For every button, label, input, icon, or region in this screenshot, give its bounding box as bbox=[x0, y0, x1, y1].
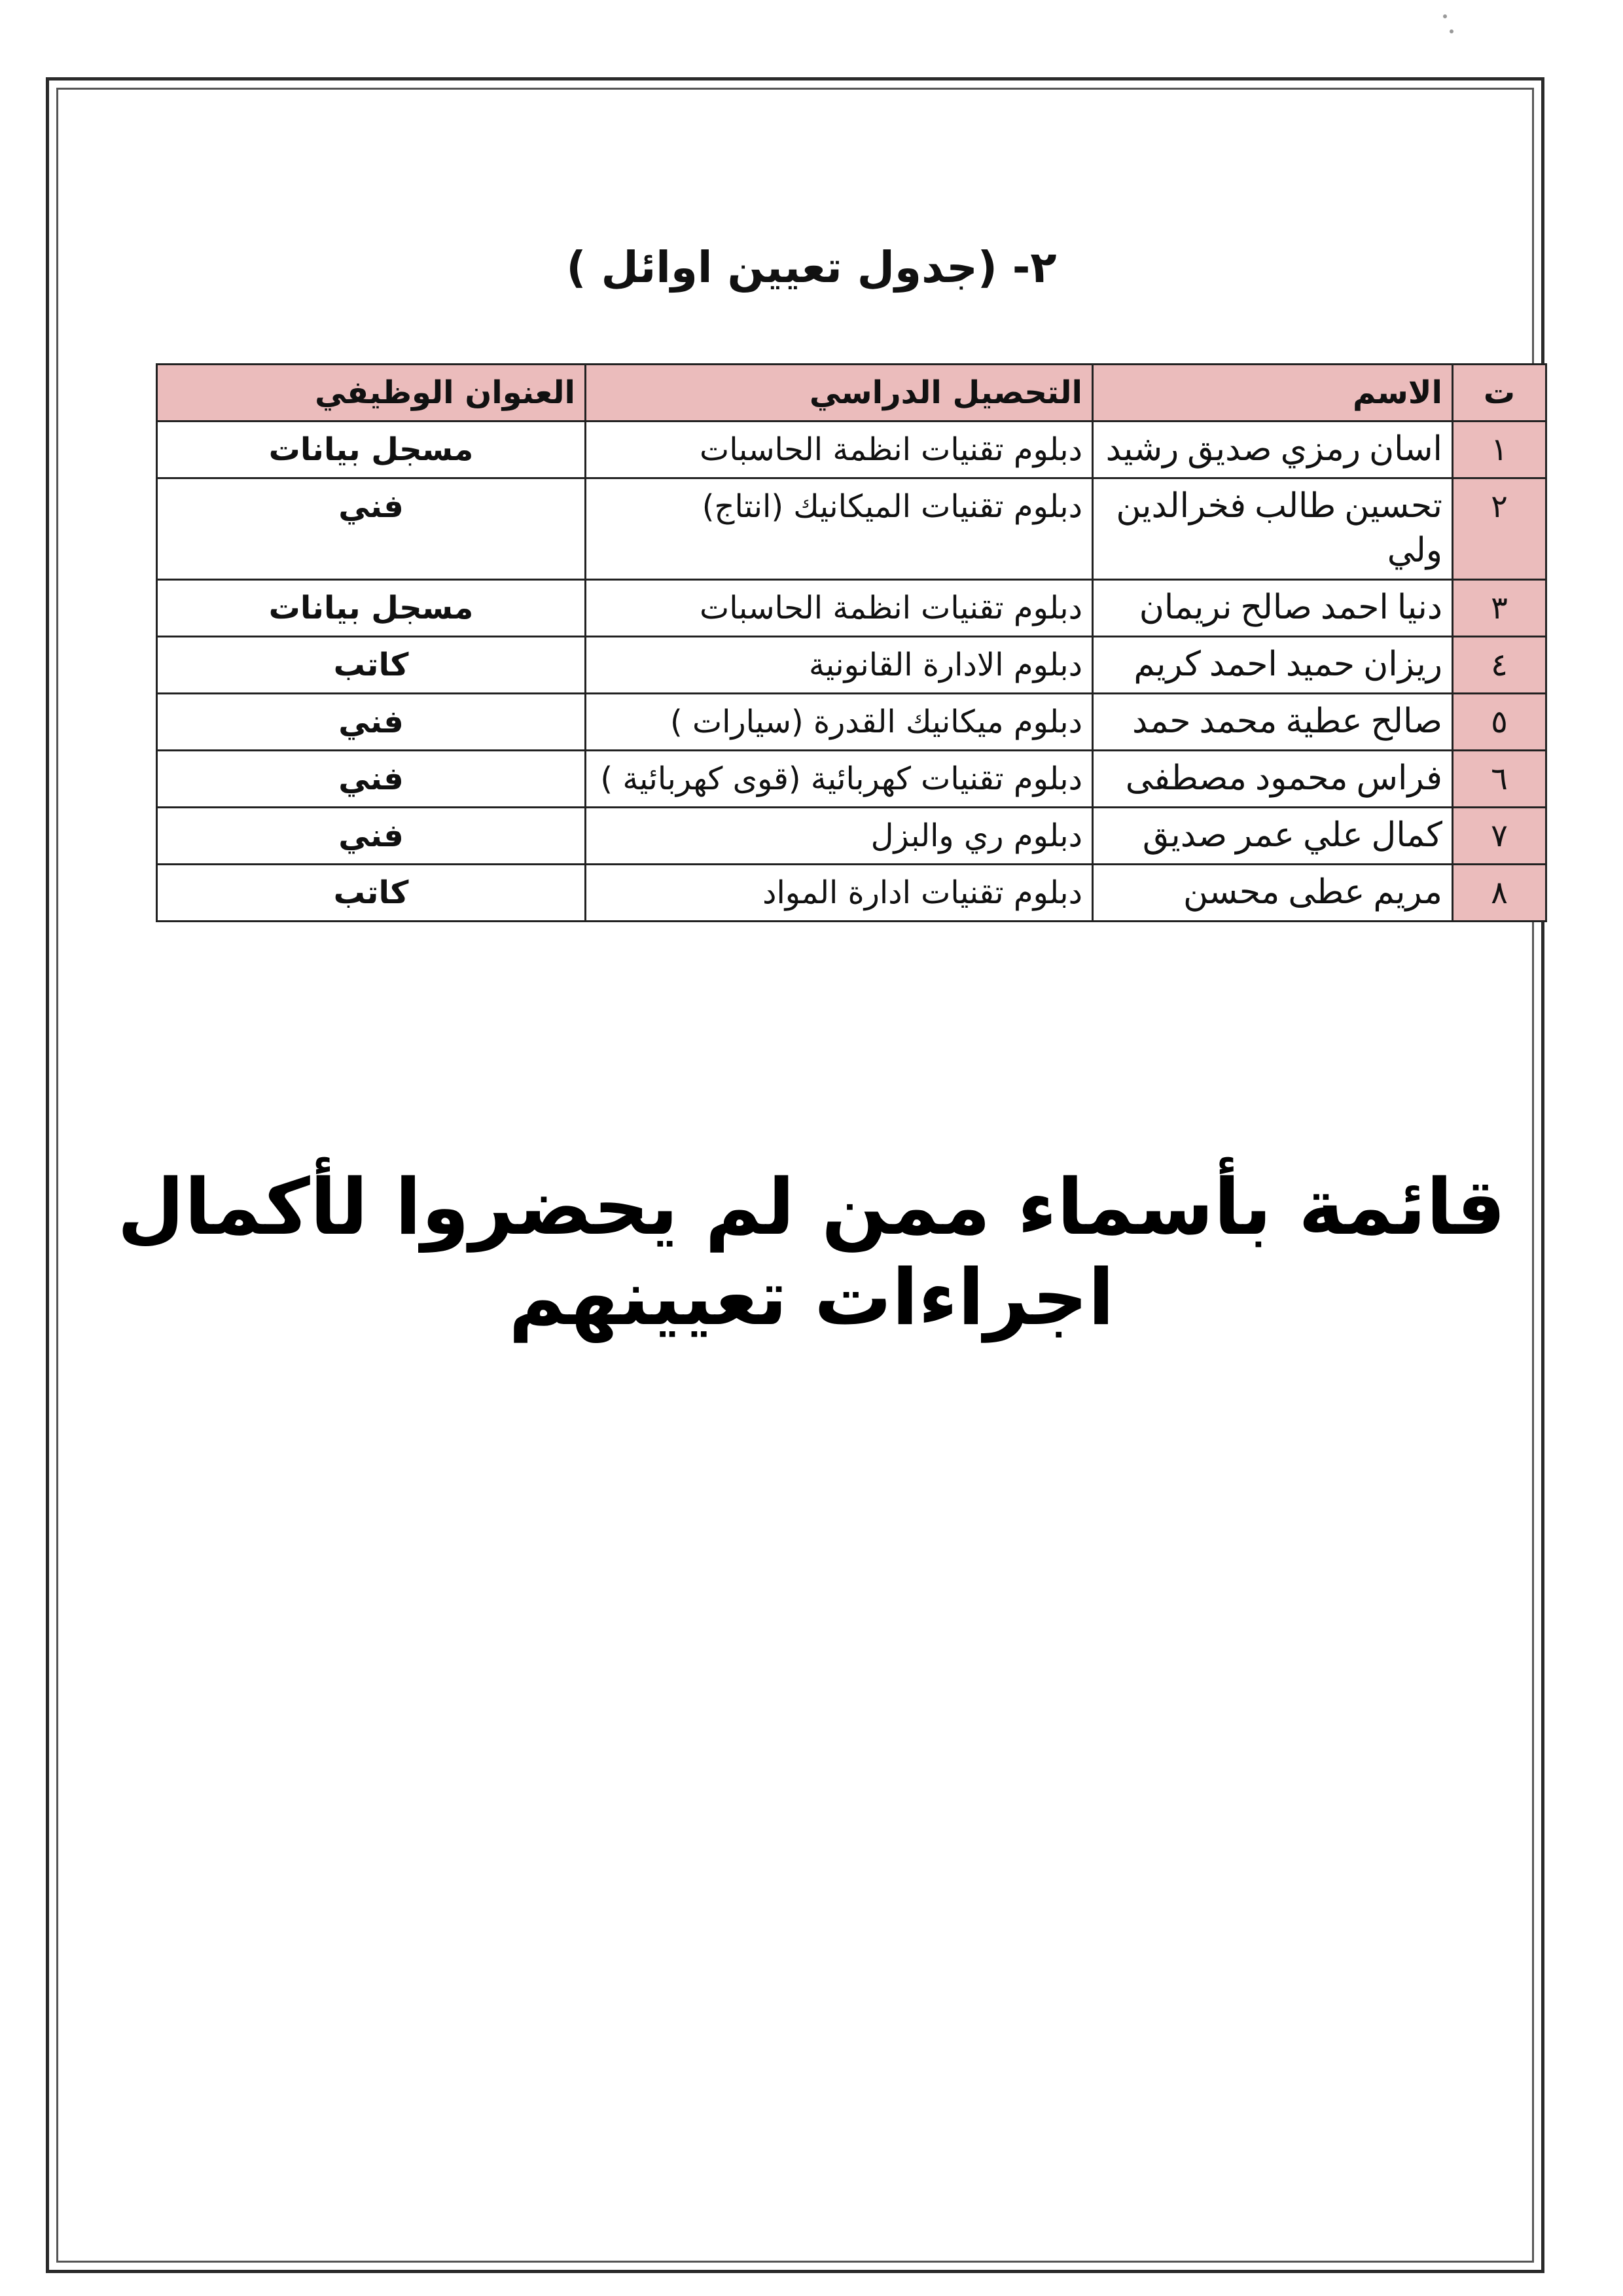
row-name: دنيا احمد صالح نريمان bbox=[1093, 580, 1453, 637]
section-title: ٢- (جدول تعيين اوائل ) bbox=[566, 242, 1057, 293]
table-row bbox=[157, 694, 1546, 751]
row-name: صالح عطية محمد حمد bbox=[1093, 694, 1453, 751]
appointments-table bbox=[156, 363, 1547, 922]
row-index: ٨ bbox=[1453, 865, 1546, 922]
row-job-title: فني bbox=[157, 694, 586, 751]
row-job-title: فني bbox=[157, 751, 586, 808]
row-job-title: مسجل بيانات bbox=[157, 422, 586, 478]
header-job-title: العنوان الوظيفي bbox=[157, 365, 586, 422]
row-qualification: دبلوم تقنيات كهربائية (قوى كهربائية ) bbox=[586, 751, 1093, 808]
row-name: كمال علي عمر صديق bbox=[1093, 808, 1453, 865]
table-row bbox=[157, 808, 1546, 865]
header-index: ت bbox=[1453, 365, 1546, 422]
row-job-title: كاتب bbox=[157, 865, 586, 922]
row-qualification: دبلوم تقنيات ادارة المواد bbox=[586, 865, 1093, 922]
table-row bbox=[157, 580, 1546, 637]
row-job-title: فني bbox=[157, 808, 586, 865]
row-name: تحسين طالب فخرالدين ولي bbox=[1093, 478, 1453, 580]
header-name: الاسم bbox=[1093, 365, 1453, 422]
row-qualification: دبلوم تقنيات انظمة الحاسبات bbox=[586, 422, 1093, 478]
row-index: ٤ bbox=[1453, 637, 1546, 694]
table-header-row bbox=[157, 365, 1546, 422]
header-qualification: التحصيل الدراسي bbox=[586, 365, 1093, 422]
row-job-title: مسجل بيانات bbox=[157, 580, 586, 637]
table-row bbox=[157, 422, 1546, 478]
table-row bbox=[157, 637, 1546, 694]
row-name: ريزان حميد احمد كريم bbox=[1093, 637, 1453, 694]
row-job-title: فني bbox=[157, 478, 586, 580]
row-name: مريم عطى محسن bbox=[1093, 865, 1453, 922]
scan-speck bbox=[1443, 14, 1447, 18]
row-index: ٣ bbox=[1453, 580, 1546, 637]
row-index: ٦ bbox=[1453, 751, 1546, 808]
row-qualification: دبلوم ميكانيك القدرة (سيارات ) bbox=[586, 694, 1093, 751]
table-row bbox=[157, 865, 1546, 922]
absent-list-heading: قائمة بأسماء ممن لم يحضروا لأكمال اجراءات تعيينهم bbox=[117, 1162, 1506, 1342]
table-row bbox=[157, 478, 1546, 580]
row-name: فراس محمود مصطفى bbox=[1093, 751, 1453, 808]
row-index: ٧ bbox=[1453, 808, 1546, 865]
row-name: اسان رمزي صديق رشيد bbox=[1093, 422, 1453, 478]
table-row bbox=[157, 751, 1546, 808]
scan-speck bbox=[1450, 29, 1454, 33]
row-job-title: كاتب bbox=[157, 637, 586, 694]
row-index: ١ bbox=[1453, 422, 1546, 478]
row-qualification: دبلوم ري والبزل bbox=[586, 808, 1093, 865]
row-index: ٢ bbox=[1453, 478, 1546, 580]
row-index: ٥ bbox=[1453, 694, 1546, 751]
row-qualification: دبلوم تقنيات الميكانيك (انتاج) bbox=[586, 478, 1093, 580]
row-qualification: دبلوم الادارة القانونية bbox=[586, 637, 1093, 694]
row-qualification: دبلوم تقنيات انظمة الحاسبات bbox=[586, 580, 1093, 637]
